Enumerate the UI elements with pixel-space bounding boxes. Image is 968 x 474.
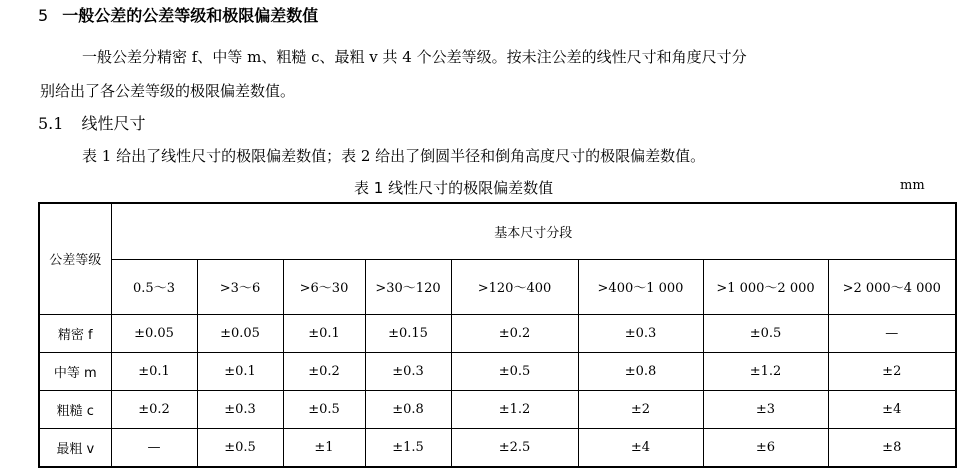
table-cell: ±1.2 [451,390,578,428]
table-cell: ±0.05 [111,314,197,352]
grade-label: 粗糙 c [39,390,111,428]
range-header: >120～400 [451,259,578,314]
range-header: >30～120 [365,259,451,314]
table-cell: ±0.5 [451,352,578,390]
range-header: 0.5～3 [111,259,197,314]
range-header: >1 000～2 000 [703,259,828,314]
table-row [39,352,956,390]
section-title: 一般公差的公差等级和极限偏差数值 [62,6,319,25]
table-cell: ±0.1 [283,314,365,352]
grade-label: 最粗 v [39,428,111,467]
table-cell: ±2 [578,390,703,428]
table-cell: ±0.5 [197,428,283,467]
table-cell: ±4 [578,428,703,467]
table-cell: ±2.5 [451,428,578,467]
subsection-paragraph: 表 1 给出了线性尺寸的极限偏差数值；表 2 给出了倒圆半径和倒角高度尺寸的极限偏差数值。 [82,147,706,165]
range-header: >2 000～4 000 [828,259,956,314]
linear-tolerance-table [38,202,957,468]
table-cell: ±1.5 [365,428,451,467]
table-cell: ±0.2 [451,314,578,352]
table-cell: ±0.3 [197,390,283,428]
paragraph-line-1: 一般公差分精密 f、中等 m、粗糙 c、最粗 v 共 4 个公差等级。按未注公差的线性尺寸和角度尺寸分 [82,48,747,66]
table-cell: ±0.8 [578,352,703,390]
table-cell: ±0.5 [703,314,828,352]
section-number: 5 [38,6,49,25]
table-cell: ±0.3 [365,352,451,390]
table-cell: ±3 [703,390,828,428]
section-5-heading [38,3,318,26]
grade-header: 公差等级 [39,203,111,314]
range-header: >3～6 [197,259,283,314]
range-header: >400～1 000 [578,259,703,314]
table-cell: ±0.8 [365,390,451,428]
table-cell: ±8 [828,428,956,467]
grade-label: 精密 f [39,314,111,352]
table-cell: — [111,428,197,467]
table-cell: ±2 [828,352,956,390]
basic-size-header: 基本尺寸分段 [111,203,956,259]
range-header: >6～30 [283,259,365,314]
table-cell: ±0.05 [197,314,283,352]
table-cell: ±0.2 [283,352,365,390]
subsection-number: 5.1 [38,114,64,133]
table-cell: ±0.15 [365,314,451,352]
table-cell: ±0.1 [111,352,197,390]
table-row [39,390,956,428]
table-cell: ±0.3 [578,314,703,352]
table-cell: ±4 [828,390,956,428]
table-cell: ±6 [703,428,828,467]
subsection-title: 线性尺寸 [81,114,146,133]
table-cell: ±1 [283,428,365,467]
table-unit: mm [900,178,925,193]
table-caption: 表 1 线性尺寸的极限偏差数值 [354,179,554,197]
table-cell: ±0.5 [283,390,365,428]
table-cell: ±0.2 [111,390,197,428]
paragraph-line-2: 别给出了各公差等级的极限偏差数值。 [40,82,296,100]
section-5-1-heading [38,111,145,134]
table-cell: ±0.1 [197,352,283,390]
table-cell: — [828,314,956,352]
grade-label: 中等 m [39,352,111,390]
table-row [39,314,956,352]
table-row [39,428,956,467]
table-cell: ±1.2 [703,352,828,390]
